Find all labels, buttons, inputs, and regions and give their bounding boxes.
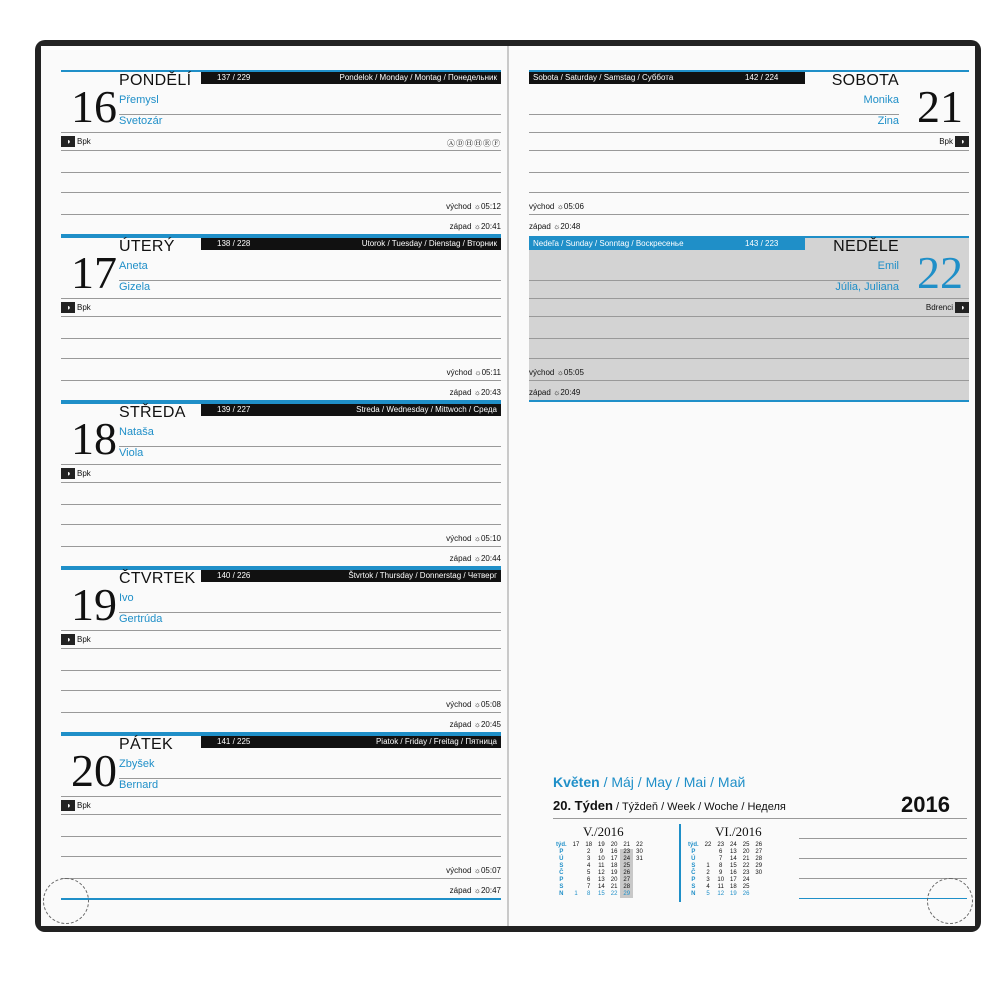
mini-calendar-may [553,824,677,904]
mini-day-cell [570,877,583,884]
day-count: 142 / 224 [745,73,779,82]
day-translations: Nedeľa / Sunday / Sonntag / Воскресенье [533,239,684,248]
mini-day-cell [633,891,646,898]
mini-day-cell: 26 [742,891,750,897]
moon-icon: ◑ [61,800,75,811]
writing-line [529,358,969,359]
month-name: Květen [553,774,600,790]
mini-week-number: 17 [572,842,580,848]
mini-day-cell: 15 [730,863,737,869]
mini-week-number: 18 [585,842,593,848]
mini-day-label: Č [691,870,696,876]
mini-day-cell: 27 [755,849,763,855]
moon-label: Bpk [939,137,953,146]
mini-week-number: 19 [598,842,605,848]
writing-line [529,132,969,133]
mini-day-label: S [691,884,696,890]
mini-week-label: týd. [688,842,699,848]
sunset-time: západ ☼20:48 [529,222,581,231]
mini-day-row [553,863,646,870]
writing-line [119,778,501,779]
day-count: 141 / 225 [217,737,251,746]
mini-week-number: 22 [704,842,712,848]
writing-line [61,464,501,465]
mini-day-cell: 31 [636,856,643,862]
mini-day-cell: 21 [610,884,618,890]
moon-icon: ◑ [955,136,969,147]
mini-day-cell: 1 [706,863,710,869]
mini-day-cell: 20 [742,849,750,855]
day-number: 22 [917,247,963,298]
day-number: 20 [71,745,117,796]
mini-day-row [685,891,765,898]
mini-day-cell [570,863,583,870]
writing-line [61,214,501,215]
writing-line [61,482,501,483]
right-page [509,46,975,926]
mini-day-cell: 25 [742,884,750,890]
mini-day-cell: 26 [620,870,633,877]
mini-day-label: N [559,891,564,897]
mini-day-cell: 28 [620,884,633,891]
day-number: 21 [917,81,963,132]
sunset-time: západ ☼20:43 [449,388,501,397]
writing-line [61,630,501,631]
day-block [529,236,969,402]
writing-line [61,150,501,151]
left-page [41,46,507,926]
mini-day-cell: 11 [717,884,724,890]
mini-day-cell: 1 [574,891,578,897]
mini-day-row [553,884,646,891]
sunset-time: západ ☼20:41 [449,222,501,231]
mini-day-cell: 30 [755,870,763,876]
footer-rule [799,858,967,859]
mini-day-cell [752,877,765,884]
writing-line [61,132,501,133]
mini-day-cell: 13 [598,877,605,883]
day-count: 143 / 223 [745,239,779,248]
moon-phase [926,302,969,313]
mini-day-cell: 24 [742,877,750,883]
writing-line [119,612,501,613]
writing-line [529,298,969,299]
moon-icon: ◑ [61,302,75,313]
sunday-background [529,236,969,402]
mini-week-number: 25 [742,842,750,848]
day-number: 16 [71,81,117,132]
country-holidays: ⒶⒹⒽⒽⓇⒻ [447,139,501,148]
day-name: PONDĚLÍ [119,72,192,89]
day-name: STŘEDA [119,404,186,421]
mini-day-cell: 12 [717,891,725,897]
day-translations: Sobota / Saturday / Samstag / Суббота [533,73,674,82]
mini-calendar-table [553,842,646,898]
footer-rule [799,838,967,839]
mini-day-row [685,849,765,856]
mini-day-row [685,856,765,863]
mini-day-cell: 9 [599,849,604,855]
writing-line [61,796,501,797]
mini-week-number: 24 [730,842,737,848]
moon-phase [61,302,91,313]
writing-line [119,280,501,281]
moon-label: Bpk [77,469,91,478]
mini-day-cell: 6 [719,849,723,855]
mini-day-cell: 14 [598,884,605,890]
sunset-time: západ ☼20:49 [529,388,581,397]
mini-day-label: P [691,849,696,855]
mini-week-number: 20 [610,842,618,848]
moon-label: Bpk [77,303,91,312]
mini-day-cell: 10 [598,856,605,862]
writing-line [119,114,501,115]
nameday-name: Bernard [119,779,159,791]
day-band [201,404,501,416]
mini-day-cell [570,856,583,863]
mini-day-cell: 14 [730,856,737,862]
mini-day-cell: 29 [620,891,633,898]
writing-line [119,446,501,447]
day-name: NEDĚLE [833,238,899,255]
mini-day-row [553,877,646,884]
mini-day-cell [570,870,583,877]
writing-line [61,358,501,359]
writing-line [529,150,969,151]
nameday-name: Viola [119,447,144,459]
mini-day-cell: 27 [620,877,633,884]
nameday-name: Gizela [119,281,151,293]
mini-day-cell: 9 [719,870,723,876]
mini-day-cell: 30 [636,849,643,855]
nameday-name: Aneta [119,260,148,272]
mini-day-cell: 11 [598,863,605,869]
day-block [61,402,501,568]
writing-line [529,114,899,115]
writing-line [61,856,501,857]
mini-day-cell: 23 [742,870,750,876]
mini-day-cell: 21 [742,856,750,862]
mini-calendar-table [685,842,765,898]
writing-line [61,338,501,339]
sunrise-time: východ ☼05:11 [446,368,501,377]
writing-line [61,814,501,815]
writing-line [61,298,501,299]
mini-calendar-june [685,824,795,904]
sunrise-time: východ ☼05:06 [529,202,584,211]
mini-day-cell: 4 [706,884,710,890]
mini-day-cell: 5 [706,891,710,897]
day-translations: Utorok / Tuesday / Dienstag / Вторник [361,239,497,248]
nameday-name: Zina [877,115,899,127]
writing-line [529,338,969,339]
footer-rule [553,818,967,819]
writing-line [61,380,501,381]
mini-day-label: Ú [691,856,696,862]
day-bottom-rule [61,898,501,900]
page-corner [927,878,973,924]
sunrise-time: východ ☼05:07 [446,866,501,875]
mini-day-cell: 17 [730,877,737,883]
nameday-name: Emil [877,260,899,272]
mini-day-cell [752,891,765,898]
moon-phase [939,136,969,147]
mini-day-cell: 6 [587,877,591,883]
mini-day-cell: 16 [730,870,737,876]
day-band [529,238,805,250]
mini-calendar-title: V./2016 [583,824,624,839]
mini-day-row [685,877,765,884]
nameday-name: Ivo [119,592,134,604]
mini-day-cell: 15 [598,891,605,897]
year-label: 2016 [901,792,950,817]
writing-line [529,172,969,173]
page-corner [43,878,89,924]
mini-day-cell: 19 [730,891,737,897]
day-band [201,72,501,84]
day-band [201,570,501,582]
day-translations: Pondelok / Monday / Montag / Понедельник [339,73,497,82]
day-count: 137 / 229 [217,73,251,82]
mini-day-cell: 12 [598,870,605,876]
mini-day-cell [702,856,715,863]
writing-line [61,316,501,317]
writing-line [529,280,899,281]
mini-day-cell [633,863,646,870]
mini-day-cell [633,870,646,877]
mini-calendar-title: VI./2016 [715,824,762,839]
moon-phase [61,800,91,811]
mini-day-cell: 5 [587,870,591,876]
day-number: 17 [71,247,117,298]
moon-icon: ◑ [61,468,75,479]
mini-day-cell: 2 [587,849,591,855]
day-translations: Štvrtok / Thursday / Donnerstag / Четверг [348,571,497,580]
moon-icon: ◑ [61,634,75,645]
nameday-name: Júlia, Juliana [835,281,899,293]
mini-day-label: Ú [559,856,564,862]
week-title [553,798,786,813]
writing-line [61,836,501,837]
moon-label: Bdrenci [925,303,953,312]
mini-day-cell: 25 [620,863,633,870]
mini-day-cell: 29 [755,863,763,869]
mini-day-cell: 18 [730,884,737,890]
moon-icon: ◑ [955,302,969,313]
mini-day-cell: 7 [719,856,723,862]
mini-day-label: P [691,877,696,883]
mini-day-cell: 3 [587,856,591,862]
mini-day-cell: 20 [610,877,618,883]
day-number: 18 [71,413,117,464]
writing-line [529,316,969,317]
writing-line [61,878,501,879]
mini-day-cell [570,849,583,856]
mini-day-cell: 2 [706,870,710,876]
mini-day-cell: 8 [587,891,591,897]
day-count: 138 / 228 [217,239,251,248]
writing-line [61,504,501,505]
writing-line [61,192,501,193]
day-band [529,72,805,84]
day-translations: Piatok / Friday / Freitag / Пятница [375,737,497,746]
writing-line [529,192,969,193]
mini-week-row [553,842,646,849]
mini-day-cell: 13 [730,849,737,855]
mini-week-row [685,842,765,849]
mini-day-row [685,863,765,870]
moon-label: Bpk [77,137,91,146]
mini-week-number: 23 [717,842,725,848]
day-band [201,238,501,250]
day-band [201,736,501,748]
day-block [61,568,501,734]
writing-line [529,380,969,381]
moon-label: Bpk [77,801,91,810]
writing-line [61,690,501,691]
mini-day-cell: 10 [717,877,725,883]
mini-day-cell: 3 [706,877,710,883]
moon-label: Bpk [77,635,91,644]
day-name: ÚTERÝ [119,238,175,255]
mini-day-label: P [559,877,564,883]
mini-day-cell: 19 [610,870,618,876]
mini-day-row [685,870,765,877]
mini-day-cell: 22 [742,863,750,869]
nameday-name: Nataša [119,426,154,438]
day-number: 19 [71,579,117,630]
mini-day-row [553,870,646,877]
writing-line [529,214,969,215]
writing-line [61,670,501,671]
day-block [529,70,969,236]
nameday-name: Gertrúda [119,613,163,625]
sunrise-time: východ ☼05:08 [446,700,501,709]
writing-line [61,172,501,173]
writing-line [61,648,501,649]
mini-day-cell: 23 [620,849,633,856]
mini-day-cell: 28 [755,856,763,862]
sunrise-time: východ ☼05:10 [446,534,501,543]
week-number: 20. Týden [553,798,613,813]
mini-day-cell [752,884,765,891]
sunrise-time: východ ☼05:05 [529,368,584,377]
sunset-time: západ ☼20:44 [449,554,501,563]
day-block [61,734,501,900]
nameday-name: Přemysl [119,94,159,106]
mini-day-cell: 18 [610,863,618,869]
day-name: PÁTEK [119,736,173,753]
mini-week-number: 22 [636,842,643,848]
mini-week-label: týd. [556,842,567,848]
day-bottom-rule [529,400,969,402]
nameday-name: Zbyšek [119,758,155,770]
month-title [553,774,745,790]
week-translations: / Týždeň / Week / Woche / Неделя [612,801,786,813]
day-name: SOBOTA [831,72,899,89]
month-translations: / Máj / May / Mai / Май [599,774,746,790]
moon-phase [61,136,91,147]
mini-day-label: Č [559,870,564,876]
day-name: ČTVRTEK [119,570,196,587]
mini-day-row [685,884,765,891]
mini-day-cell [633,884,646,891]
day-count: 140 / 226 [217,571,251,580]
mini-day-label: P [559,849,564,855]
day-block [61,70,501,236]
mini-day-cell: 7 [587,884,591,890]
mini-day-cell: 16 [610,849,618,855]
mini-day-cell: 24 [620,856,633,863]
mini-day-cell: 22 [610,891,618,897]
day-translations: Streda / Wednesday / Mittwoch / Среда [356,405,497,414]
mini-day-label: S [691,863,696,869]
mini-calendar-divider [679,824,681,902]
mini-day-cell: 4 [587,863,591,869]
day-block [61,236,501,402]
moon-icon: ◑ [61,136,75,147]
writing-line [61,524,501,525]
mini-day-cell: 17 [610,856,618,862]
mini-day-label: S [559,863,564,869]
writing-line [61,712,501,713]
mini-day-row [553,891,646,898]
mini-day-row [553,849,646,856]
mini-day-cell [633,877,646,884]
mini-day-label: S [559,884,564,890]
moon-phase [61,634,91,645]
day-count: 139 / 227 [217,405,251,414]
mini-day-label: N [691,891,696,897]
sunrise-time: východ ☼05:12 [446,202,501,211]
nameday-name: Monika [863,94,899,106]
writing-line [61,546,501,547]
sunset-time: západ ☼20:47 [449,886,501,895]
sunset-time: západ ☼20:45 [449,720,501,729]
mini-day-cell [570,884,583,891]
mini-day-row [553,856,646,863]
mini-day-cell [702,849,715,856]
nameday-name: Svetozár [119,115,163,127]
moon-phase [61,468,91,479]
mini-week-number: 21 [623,842,631,848]
mini-week-number: 26 [755,842,763,848]
planner-spread [35,40,981,932]
mini-day-cell: 8 [719,863,723,869]
